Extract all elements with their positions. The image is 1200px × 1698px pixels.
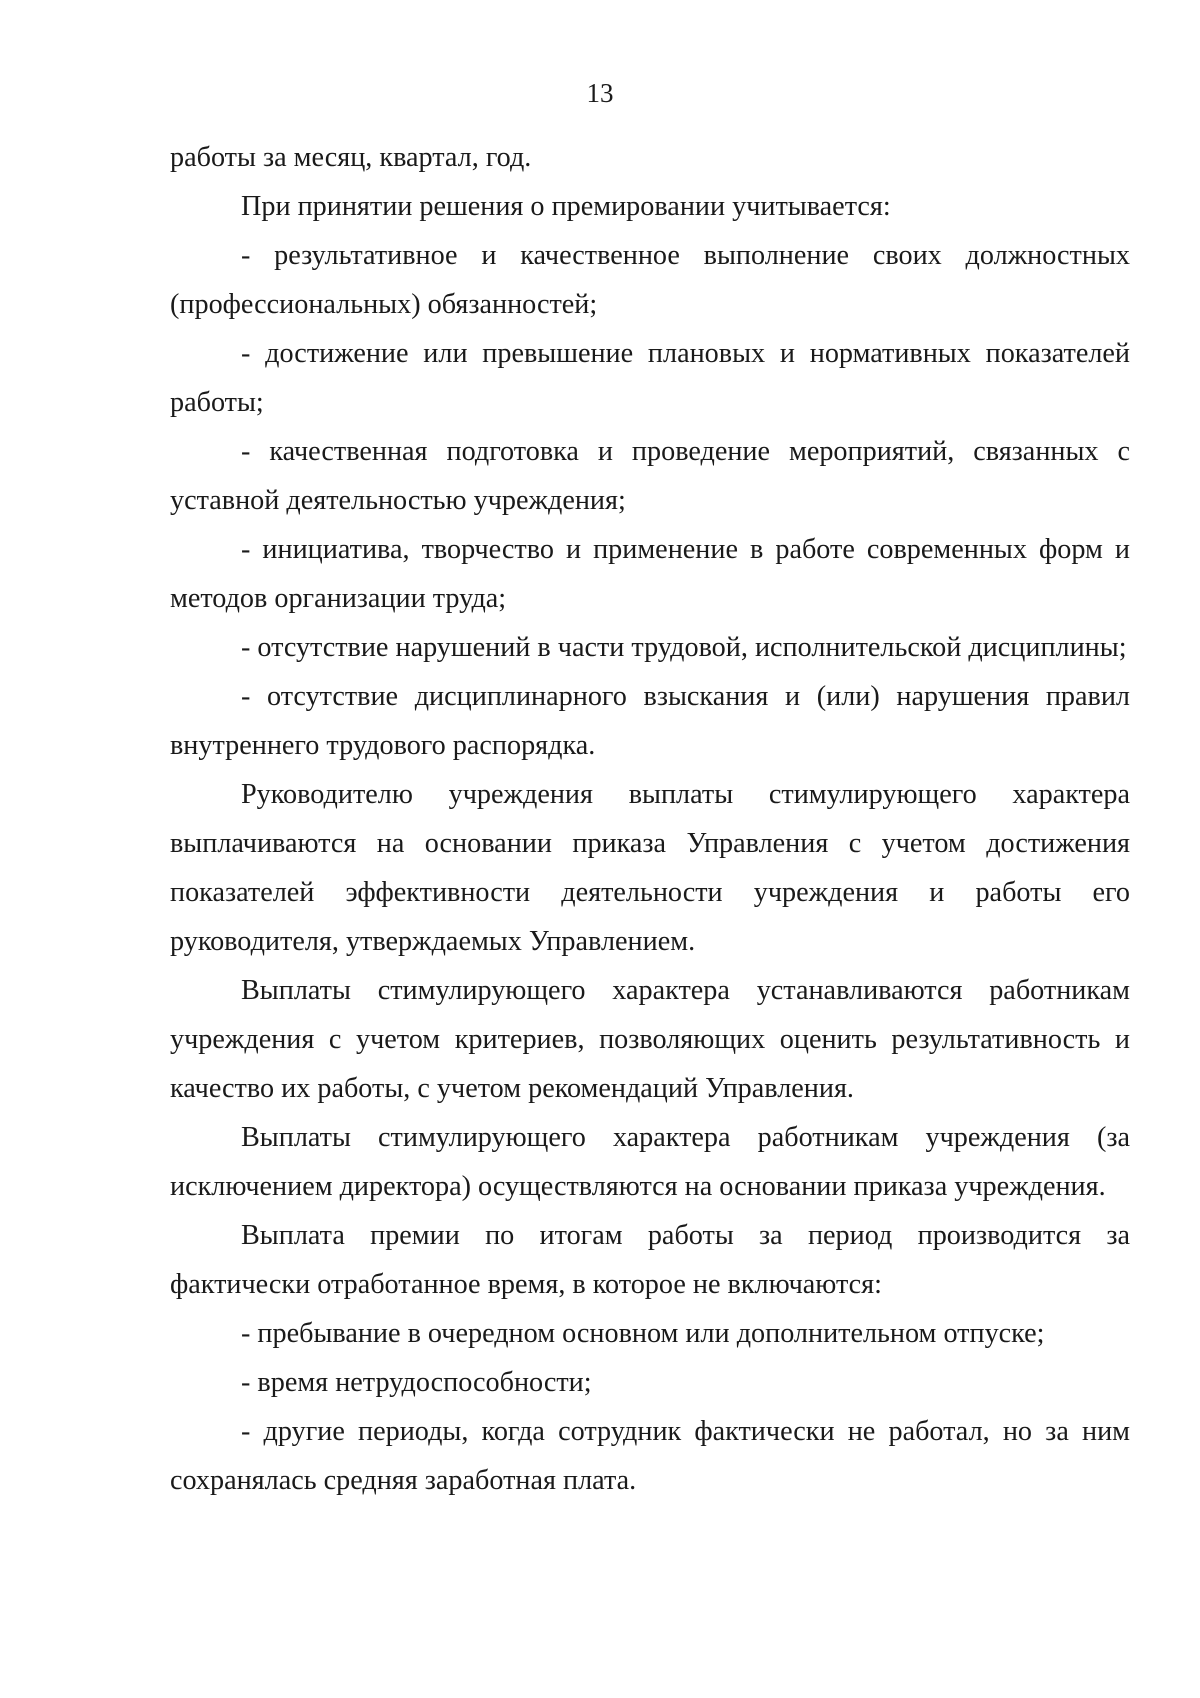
list-item: - пребывание в очередном основном или дополнительном отпуске; (241, 1318, 1045, 1349)
list-item: - время нетрудоспособности; (241, 1367, 592, 1398)
list-item: - отсутствие нарушений в части трудовой, исполнительской дисциплины; (241, 632, 1127, 663)
list-item: - другие периоды, когда сотрудник фактически не работал, но за ним сохранялась средняя заработная плата. (170, 1416, 1130, 1496)
paragraph: При принятии решения о премировании учитывается: (241, 191, 891, 222)
document-body (170, 133, 1130, 1505)
list-item: - инициатива, творчество и применение в работе современных форм и методов организации труда; (170, 534, 1130, 614)
list-item: - качественная подготовка и проведение мероприятий, связанных с уставной деятельностью учреждения; (170, 436, 1130, 516)
paragraph: работы за месяц, квартал, год. (170, 142, 532, 173)
paragraph: Руководителю учреждения выплаты стимулирующего характера выплачиваются на основании приказа Управления с учетом достижения показателей эффективности деятельности учреждения и работы его руководителя, утверждаемых Управлением. (170, 779, 1130, 957)
list-item: - достижение или превышение плановых и нормативных показателей работы; (170, 338, 1130, 418)
paragraph: Выплаты стимулирующего характера работникам учреждения (за исключением директора) осуществляются на основании приказа учреждения. (170, 1122, 1130, 1202)
paragraph: Выплата премии по итогам работы за период производится за фактически отработанное время, в которое не включаются: (170, 1220, 1130, 1300)
page-number: 13 (586, 78, 614, 108)
list-item: - результативное и качественное выполнение своих должностных (профессиональных) обязанностей; (170, 240, 1130, 320)
paragraph: Выплаты стимулирующего характера устанавливаются работникам учреждения с учетом критериев, позволяющих оценить результативность и качество их работы, с учетом рекомендаций Управления. (170, 975, 1130, 1104)
list-item: - отсутствие дисциплинарного взыскания и (или) нарушения правил внутреннего трудового распорядка. (170, 681, 1130, 761)
